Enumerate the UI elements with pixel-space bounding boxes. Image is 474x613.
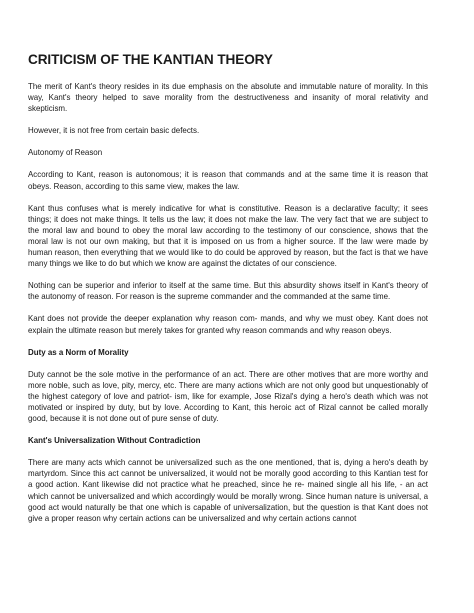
paragraph-duty-motive: Duty cannot be the sole motive in the performance of an act. There are other motives that are more worthy and more noble, such as love, pity, mercy, etc. There are many actions which are not only good but unquestionably of the highest category of love and patriot- ism, like for example, Jose Rizal's dying a hero's death which was not motivated or inspired by duty, but by love. According to Kant, this heroic act of Rizal cannot be called morally good, because it is not done out of pure sense of duty.	[28, 369, 428, 424]
paragraph-superior-inferior: Nothing can be superior and inferior to itself at the same time. But this absurdity shows itself in Kant's theory of the autonomy of reason. For reason is the supreme commander and the commanded at the same time.	[28, 281, 428, 302]
paragraph-defects: However, it is not free from certain basic defects.	[28, 126, 200, 136]
paragraph-reason-autonomous: According to Kant, reason is autonomous; it is reason that commands and at the same time it is reason that obeys. Reason, according to this same view, makes the law.	[28, 170, 428, 191]
paragraph-indicative-constitutive: Kant thus confuses what is merely indicative for what is constitutive. Reason is a declarative faculty; it sees things; it does not make things. It tells us the law; it does not make the law. The very fact that we are subject to the moral law and bound to obey the moral law according to the testimony of our conscience, shows that the moral law is not our own making, but that it is imposed on us from a higher source. If the law were made by human reason, then everything that we would like to do could be approved by reason, but the fact is that we have many things we like to do but which we know are against the dictates of our conscience.	[28, 203, 428, 269]
heading-duty-norm: Duty as a Norm of Morality	[28, 347, 129, 357]
paragraph-universalization: There are many acts which cannot be universalized such as the one mentioned, that is, dying a hero's death by martyrdom. Since this act cannot be universalized, it would not be morally good according to this Kantian test for a good action. Kant likewise did not practice what he preached, since he re- mained single all his life, - an act which cannot be universalized and which accordingly would be morally wrong. Since human nature is universal, a good act would naturally be that one which is capable of universalization, but the question is that Kant does not give a proper reason why certain actions can be universalized and why certain actions cannot	[28, 458, 428, 523]
heading-universalization: Kant's Universalization Without Contradiction	[28, 436, 201, 446]
document-title: CRITICISM OF THE KANTIAN THEORY	[28, 52, 273, 67]
subheading-autonomy-of-reason: Autonomy of Reason	[28, 148, 103, 158]
paragraph-merit: The merit of Kant's theory resides in its due emphasis on the absolute and immutable nature of morality. In this way, Kant's theory helped to save morality from the destructiveness and insanity of moral relativity and skepticism.	[28, 82, 428, 114]
paragraph-deeper-explanation: Kant does not provide the deeper explanation why reason com- mands, and why we must obey. Kant does not explain the ultimate reason but merely takes for granted why reason commands and why reason obeys.	[28, 314, 428, 335]
